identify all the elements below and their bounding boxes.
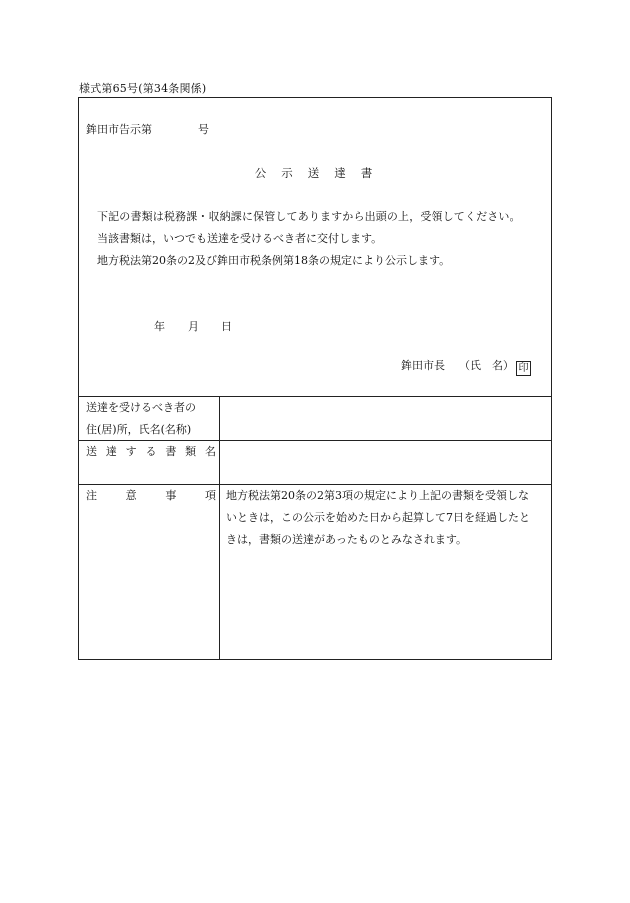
document-name-label-text [86, 441, 216, 463]
date-line [154, 318, 232, 334]
recipient-label [86, 397, 214, 441]
document-name-label-char: る [145, 445, 157, 458]
notes-label-char: 意 [125, 489, 137, 502]
signer-line [401, 357, 531, 376]
document-name-label-char: 書 [165, 445, 177, 458]
seal-mark: 印 [516, 361, 531, 376]
signer-title: 鉾田市長 [401, 359, 445, 372]
recipient-label-line-2: 住(居)所，氏名(名称) [86, 423, 192, 436]
date-year: 年 [154, 320, 165, 333]
document-name-label [86, 441, 214, 463]
notes-line-1: 地方税法第20条の2第3項の規定により上記の書類を受領しな [226, 489, 529, 502]
notes-label-char: 事 [165, 489, 177, 502]
document-name-label-char: 達 [105, 445, 117, 458]
table-column-divider [219, 396, 220, 660]
notice-number-suffix: 号 [198, 123, 209, 136]
notes-line-3: きは，書類の送達があったものとみなされます。 [226, 533, 468, 546]
document-name-label-char: す [125, 445, 137, 458]
date-month: 月 [188, 320, 199, 333]
body-line-1: 下記の書類は税務課・収納課に保管してありますから出頭の上，受領してください。 [97, 210, 521, 223]
notes-line-2: いときは，この公示を始めた日から起算して7日を経過したと [226, 511, 530, 524]
notes-label-char: 注 [86, 489, 97, 502]
notice-form [78, 97, 552, 660]
document-name-label-char: 名 [204, 445, 216, 458]
notes-label [86, 485, 214, 507]
document-name-label-char: 送 [86, 445, 97, 458]
notes-value [226, 485, 546, 551]
form-number: 様式第65号(第34条関係) [79, 82, 207, 95]
document-title: 公示送達書 [254, 166, 388, 180]
document-name-label-char: 類 [185, 445, 197, 458]
notice-number [86, 121, 209, 137]
body-line-3: 地方税法第20条の2及び鉾田市税条例第18条の規定により公示します。 [97, 254, 451, 267]
notice-number-prefix: 鉾田市告示第 [86, 123, 152, 136]
recipient-label-line-1: 送達を受けるべき者の [86, 401, 196, 414]
notes-label-char: 項 [204, 489, 216, 502]
date-day: 日 [221, 320, 232, 333]
notes-label-text [86, 485, 216, 507]
body-line-2: 当該書類は，いつでも送達を受けるべき者に交付します。 [97, 232, 383, 245]
signer-name-label: （氏 名） [459, 359, 514, 372]
